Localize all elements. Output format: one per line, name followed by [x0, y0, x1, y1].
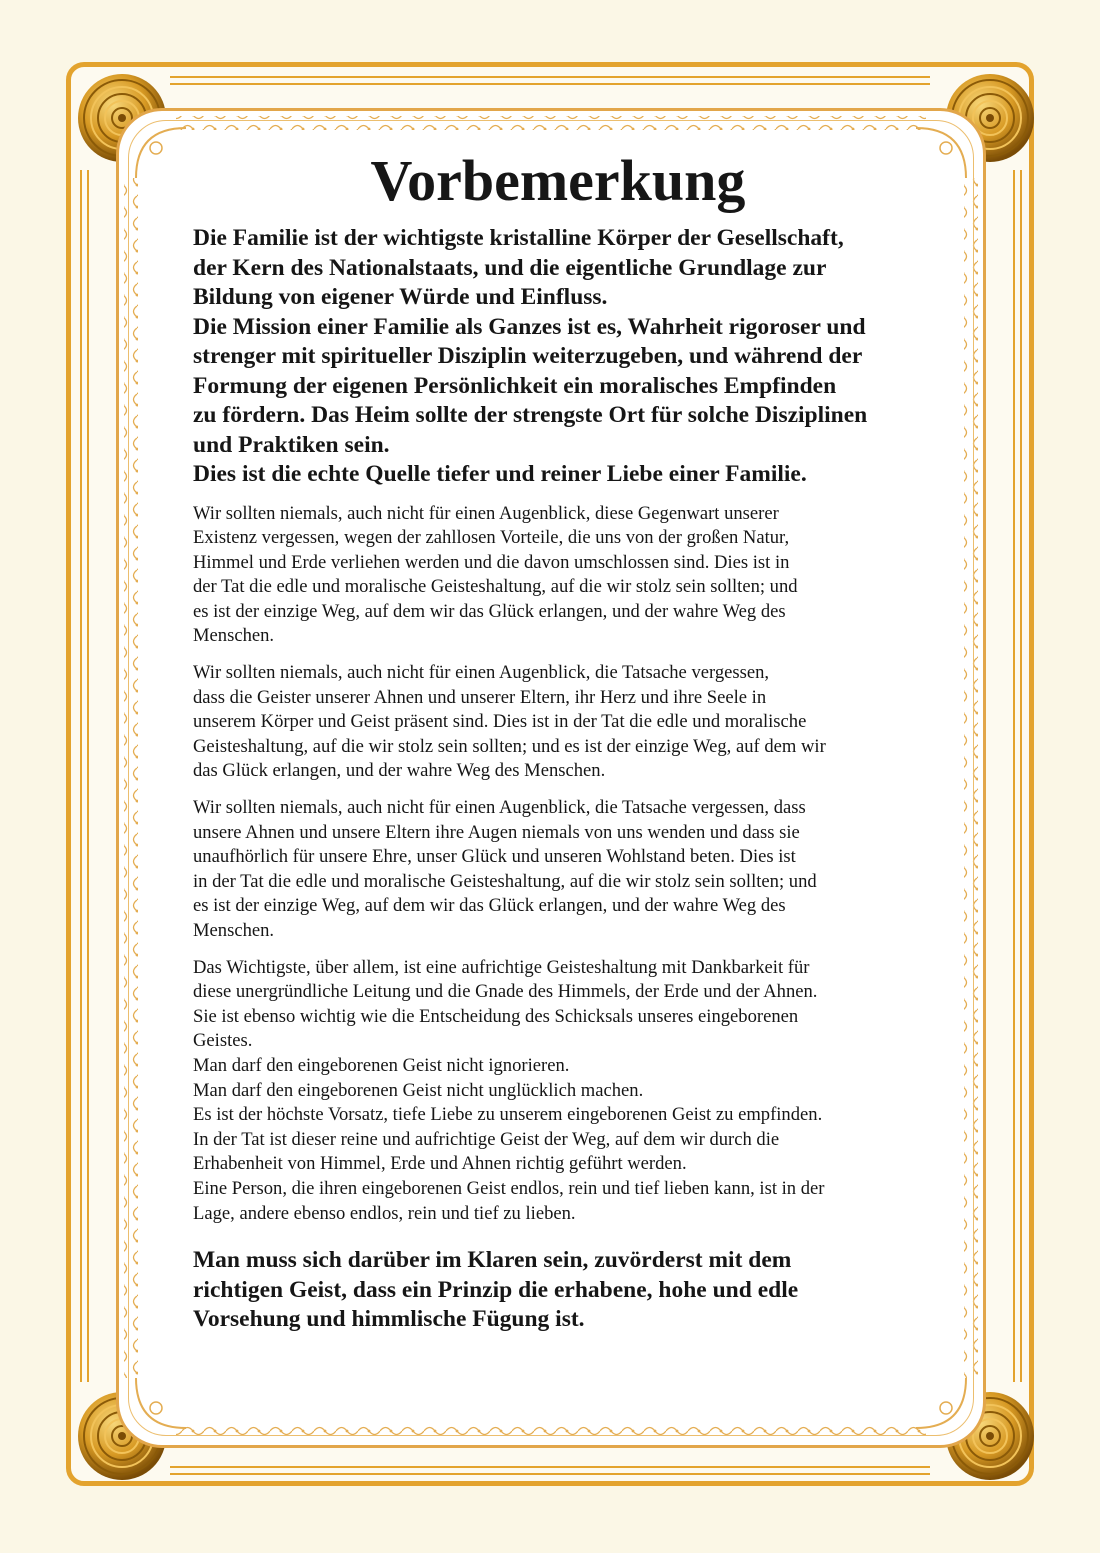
closing-statement: Man muss sich darüber im Klaren sein, zuvörderst mit dem richtigen Geist, dass ein Prinzip die erhabene, hohe und edle Vorsehung und himmlische Fügung ist.	[193, 1247, 799, 1333]
body-paragraph: Wir sollten niemals, auch nicht für einen Augenblick, diese Gegenwart unserer Existenz vergessen, wegen der zahllosen Vorteile, die uns von der großen Natur, Himmel und Erde verliehen werden und die davon umschlossen sind. Dies ist in der Tat die edle und moralische Geisteshaltung, auf die wir stolz sein sollten; und es ist der einzige Weg, auf dem wir das Glück erlangen, und der wahre Weg des Menschen.	[193, 502, 798, 647]
right-rule	[1013, 170, 1015, 1382]
document-body	[193, 150, 923, 1335]
lead-paragraph: Dies ist die echte Quelle tiefer und reiner Liebe einer Familie.	[193, 461, 807, 487]
lead-paragraph: Die Mission einer Familie als Ganzes ist es, Wahrheit rigoroser und strenger mit spiritueller Disziplin weiterzugeben, und während der Formung der eigenen Persönlichkeit ein moralisches Empfinden zu fördern. Das Heim sollte der strengste Ort für solche Disziplinen und Praktiken sein.	[193, 313, 868, 458]
left-rule-2	[87, 170, 89, 1382]
page-title: Vorbemerkung	[370, 148, 746, 213]
lead-paragraph: Die Familie ist der wichtigste kristalline Körper der Gesellschaft, der Kern des Nationalstaats, und die eigentliche Grundlage zur Bildung von eigener Würde und Einfluss.	[193, 225, 844, 310]
left-rule	[80, 170, 82, 1382]
top-rule	[170, 76, 930, 78]
spacer	[193, 490, 923, 502]
bottom-rule	[170, 1466, 930, 1468]
top-rule-2	[170, 83, 930, 85]
body-paragraph: Wir sollten niemals, auch nicht für einen Augenblick, die Tatsache vergessen, dass unsere Ahnen und unsere Eltern ihre Augen niemals von uns wenden und dass sie unaufhörlich für unsere Ehre, unser Glück und unseren Wohlstand beten. Dies ist in der Tat die edle und moralische Geisteshaltung, auf die wir stolz sein sollten; und es ist der einzige Weg, auf dem wir das Glück erlangen, und der wahre Weg des Menschen.	[193, 797, 817, 941]
body-paragraph: Das Wichtigste, über allem, ist eine aufrichtige Geisteshaltung mit Dankbarkeit für diese unergründliche Leitung und die Gnade des Himmels, der Erde und der Ahnen. Sie ist ebenso wichtig wie die Entscheidung des Schicksals unseres eingeborenen Geistes. Man darf den eingeborenen Geist nicht ignorieren. Man darf den eingeborenen Geist nicht unglücklich machen. Es ist der höchste Vorsatz, tiefe Liebe zu unserem eingeborenen Geist zu empfinden. In der Tat ist dieser reine und aufrichtige Geist der Weg, auf dem wir durch die Erhabenheit von Himmel, Erde und Ahnen richtig geführt werden. Eine Person, die ihren eingeborenen Geist endlos, rein und tief lieben kann, ist in der Lage, andere ebenso endlos, rein und tief zu lieben.	[193, 956, 825, 1224]
bottom-rule-2	[170, 1473, 930, 1475]
right-rule-2	[1020, 170, 1022, 1382]
body-paragraph: Wir sollten niemals, auch nicht für einen Augenblick, die Tatsache vergessen, dass die Geister unserer Ahnen und unserer Eltern, ihr Herz und ihre Seele in unserem Körper und Geist präsent sind. Dies ist in der Tat die edle und moralische Geisteshaltung, auf die wir stolz sein sollten; und es ist der einzige Weg, auf dem wir das Glück erlangen, und der wahre Weg des Menschen.	[193, 662, 826, 782]
